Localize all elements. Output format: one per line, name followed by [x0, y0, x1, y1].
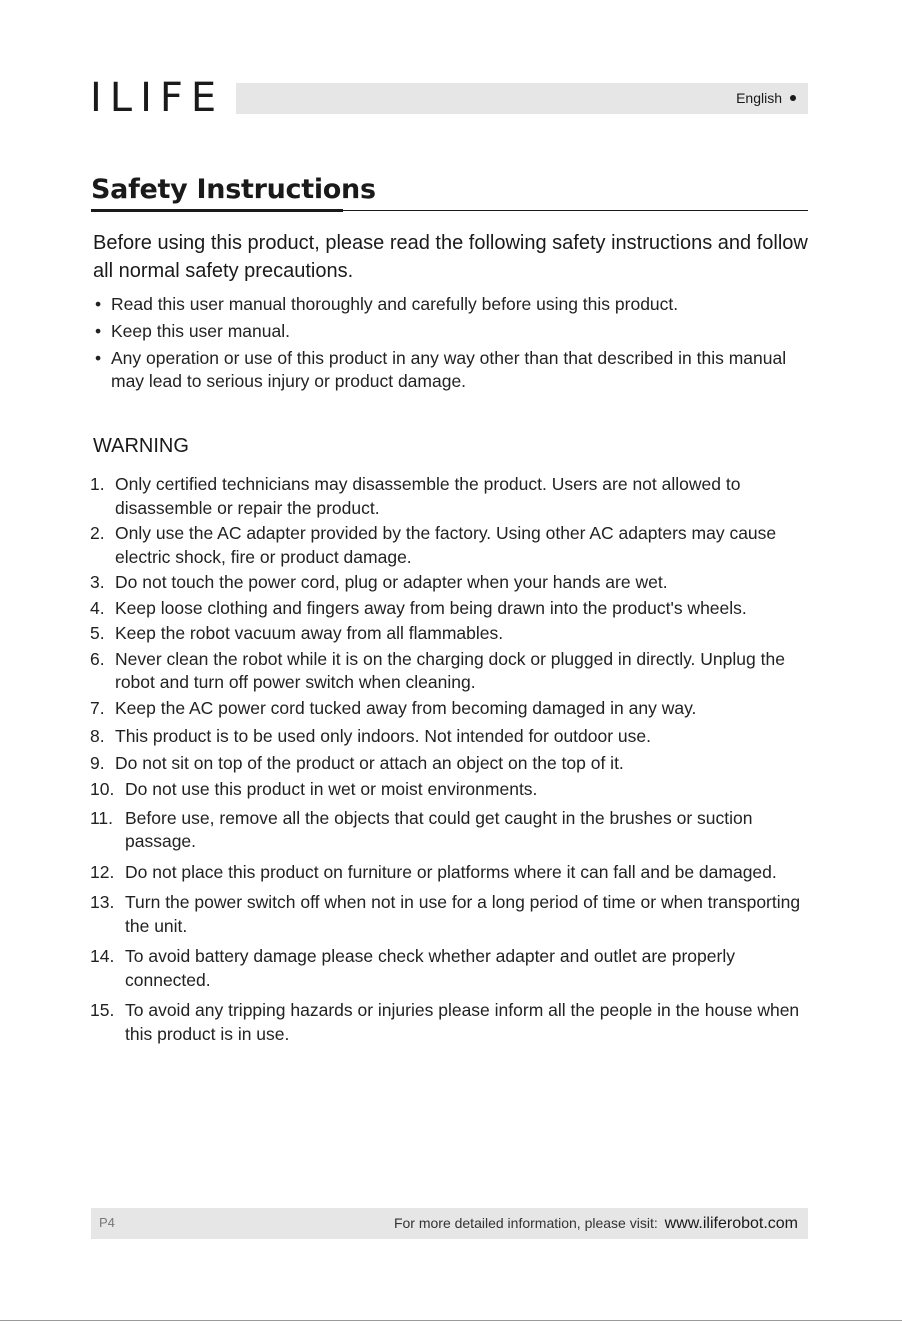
warning-number: 6. — [90, 648, 105, 669]
warning-text: This product is to be used only indoors. Not intended for outdoor use. — [115, 726, 652, 746]
warning-number: 12. — [90, 861, 115, 882]
warning-text: Keep the AC power cord tucked away from becoming damaged in any way. — [115, 697, 697, 718]
warning-item — [90, 571, 815, 595]
website-link[interactable]: www.iliferobot.com — [664, 1215, 798, 1232]
title-rule — [343, 210, 808, 211]
bullet-item: • Any operation or use of this product in any way other than that described in this manual may lead to serious injury or product damage. — [95, 347, 805, 393]
intro-text: Before using this product, please read the following safety instructions and follow all normal safety precautions. — [93, 232, 808, 282]
warning-text: To avoid any tripping hazards or injuries please inform all the people in the house when this product is in use. — [125, 1000, 800, 1044]
warning-item — [90, 473, 815, 520]
warning-number: 2. — [90, 523, 105, 543]
warning-number: 10. — [90, 779, 115, 799]
warning-number: 4. — [90, 597, 105, 618]
warning-number: 3. — [90, 572, 105, 592]
bullet-list — [95, 293, 805, 397]
page-number: P4 — [99, 1215, 115, 1230]
bullet-item: • Read this user manual thoroughly and carefully before using this product. — [95, 293, 805, 316]
warning-number: 7. — [90, 697, 105, 718]
warning-item — [90, 778, 815, 802]
warning-item — [90, 752, 815, 776]
warning-text: Do not place this product on furniture or platforms where it can fall and be damaged. — [125, 861, 777, 882]
warning-text: Keep loose clothing and fingers away from being drawn into the product's wheels. — [115, 597, 747, 618]
warning-number: 1. — [90, 474, 105, 494]
footer-bar — [91, 1208, 808, 1239]
warning-text: Turn the power switch off when not in use for a long period of time or when transporting the unit. — [125, 892, 801, 936]
warning-item — [90, 522, 815, 569]
warning-text: To avoid battery damage please check whether adapter and outlet are properly connected. — [125, 946, 735, 990]
language-indicator — [736, 89, 796, 107]
warning-number: 5. — [90, 623, 105, 643]
warning-title: WARNING — [93, 435, 189, 457]
title-underline — [91, 209, 343, 212]
warning-item — [90, 697, 815, 721]
warning-number: 13. — [90, 892, 115, 912]
warning-text: Do not use this product in wet or moist environments. — [125, 779, 538, 799]
warning-item — [90, 891, 815, 938]
warning-text: Keep the robot vacuum away from all flammables. — [115, 623, 504, 643]
warning-number: 15. — [90, 1000, 115, 1020]
language-label: English — [736, 90, 782, 106]
warning-item — [90, 861, 815, 885]
warning-number: 14. — [90, 946, 115, 966]
brand-logo: ILIFE — [90, 75, 225, 121]
warning-list — [90, 473, 815, 1048]
footer-text: For more detailed information, please visit: — [393, 1215, 658, 1231]
warning-text: Never clean the robot while it is on the charging dock or plugged in directly. Unplug the robot and turn off power switch when cleaning. — [115, 648, 785, 692]
language-dot-icon — [790, 95, 796, 101]
warning-number: 9. — [90, 752, 105, 773]
warning-number: 8. — [90, 726, 105, 746]
warning-item — [90, 622, 815, 646]
warning-number: 11. — [90, 807, 114, 828]
page-edge-line — [0, 1320, 902, 1321]
warning-text: Do not sit on top of the product or attach an object on the top of it. — [115, 752, 624, 773]
footer-info — [394, 1213, 798, 1234]
warning-item — [90, 725, 815, 749]
warning-item — [90, 999, 815, 1046]
warning-text: Do not touch the power cord, plug or adapter when your hands are wet. — [115, 572, 668, 592]
warning-text: Only use the AC adapter provided by the factory. Using other AC adapters may cause electric shock, fire or product damage. — [115, 523, 777, 567]
warning-item — [90, 945, 815, 992]
warning-text: Before use, remove all the objects that could get caught in the brushes or suction passage. — [125, 807, 753, 851]
bullet-item: • Keep this user manual. — [95, 320, 805, 343]
warning-text: Only certified technicians may disassemble the product. Users are not allowed to disassemble or repair the product. — [115, 474, 741, 518]
section-title: Safety Instructions — [91, 174, 376, 205]
warning-item — [90, 597, 815, 621]
warning-item — [90, 648, 815, 695]
header-bar — [236, 83, 808, 114]
warning-item — [90, 807, 815, 854]
